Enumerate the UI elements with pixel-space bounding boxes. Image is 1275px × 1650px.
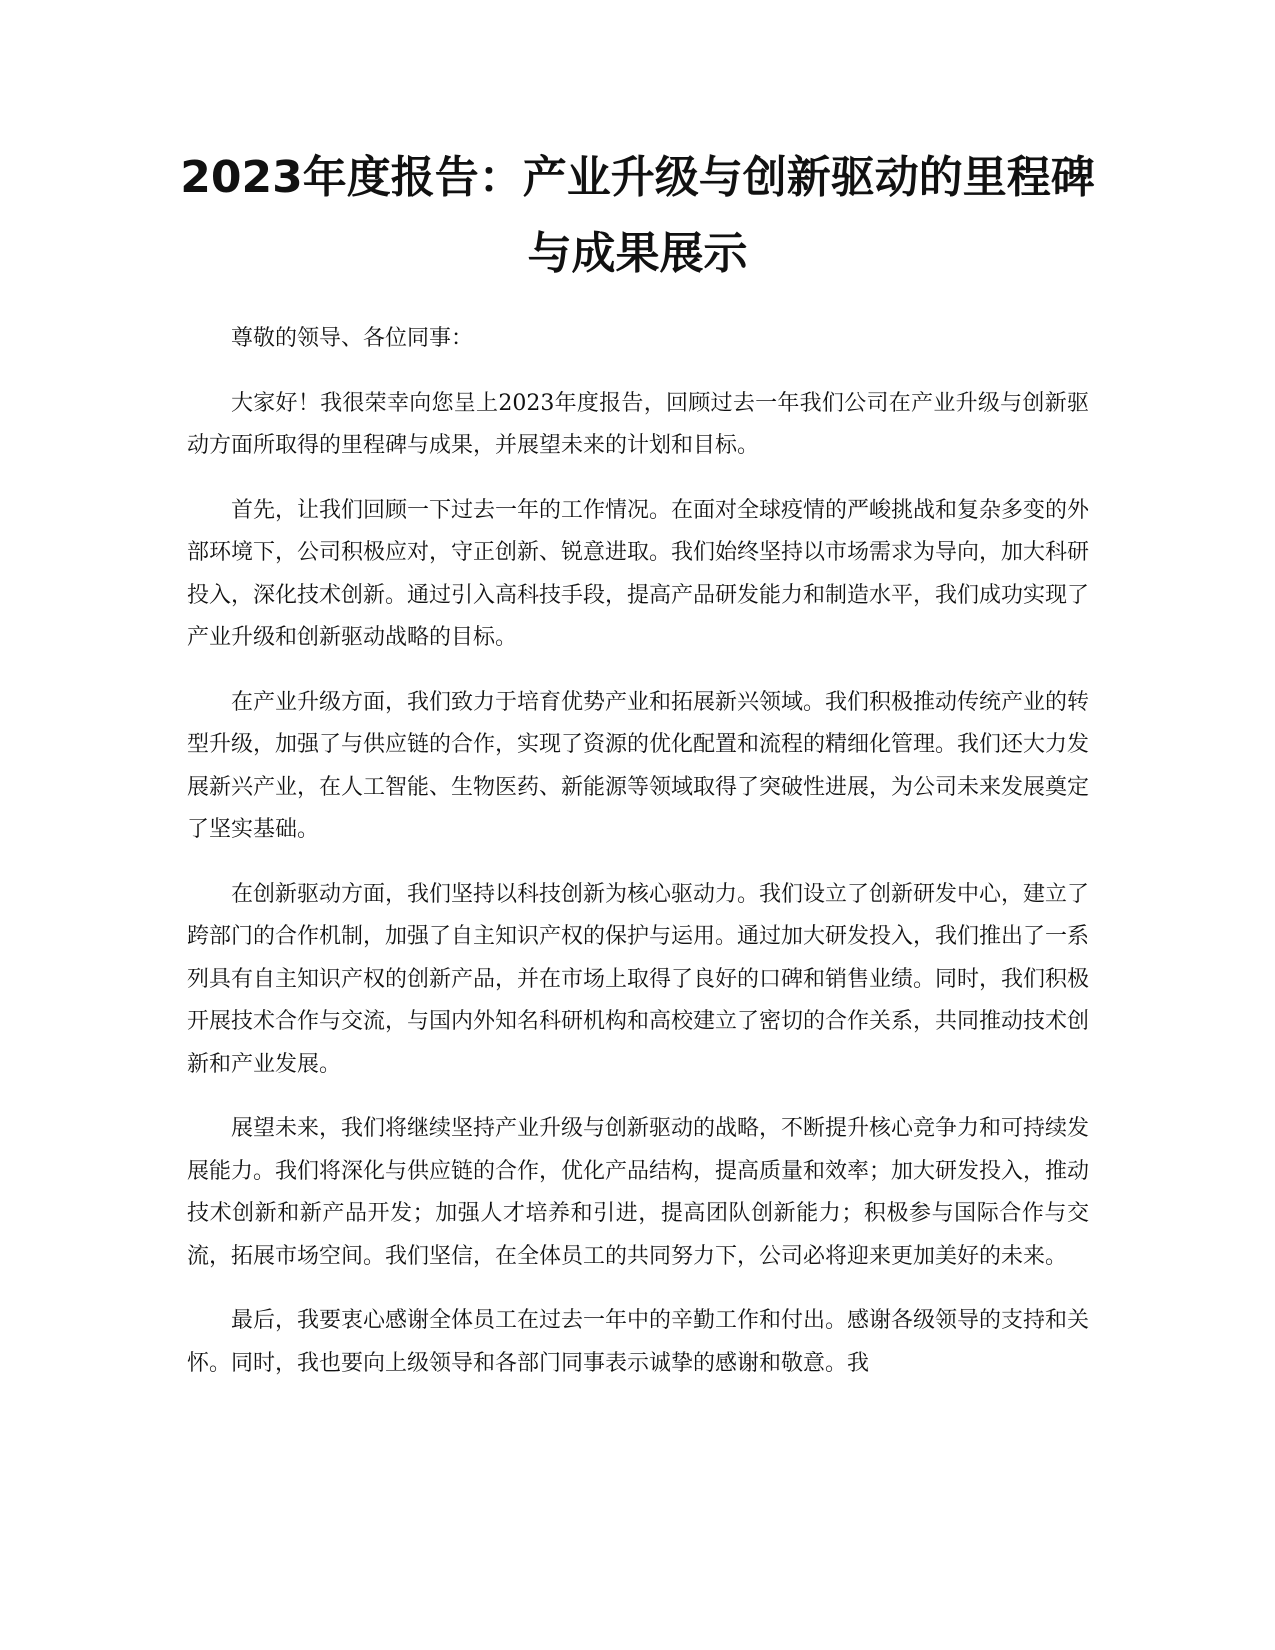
intro-paragraph: 大家好！我很荣幸向您呈上2023年度报告，回顾过去一年我们公司在产业升级与创新驱动方面所取得的里程碑与成果，并展望未来的计划和目标。 <box>187 390 1089 458</box>
innovation-paragraph: 在创新驱动方面，我们坚持以科技创新为核心驱动力。我们设立了创新研发中心，建立了跨部门的合作机制，加强了自主知识产权的保护与运用。通过加大研发投入，我们推出了一系列具有自主知识产权的创新产品，并在市场上取得了良好的口碑和销售业绩。同时，我们积极开展技术合作与交流，与国内外知名科研机构和高校建立了密切的合作关系，共同推动技术创新和产业发展。 <box>187 881 1090 1077</box>
document-body <box>187 318 1089 1407</box>
document-title: 2023年度报告：产业升级与创新驱动的里程碑与成果展示 <box>180 152 1095 279</box>
salutation-paragraph: 尊敬的领导、各位同事： <box>231 326 474 351</box>
thanks-paragraph: 最后，我要衷心感谢全体员工在过去一年中的辛勤工作和付出。感谢各级领导的支持和关怀。同时，我也要向上级领导和各部门同事表示诚挚的感谢和敬意。我 <box>187 1308 1090 1376</box>
outlook-paragraph: 展望未来，我们将继续坚持产业升级与创新驱动的战略，不断提升核心竞争力和可持续发展能力。我们将深化与供应链的合作，优化产品结构，提高质量和效率；加大研发投入，推动技术创新和新产品开发；加强人才培养和引进，提高团队创新能力；积极参与国际合作与交流，拓展市场空间。我们坚信，在全体员工的共同努力下，公司必将迎来更加美好的未来。 <box>187 1116 1090 1269</box>
industry-upgrade-paragraph: 在产业升级方面，我们致力于培育优势产业和拓展新兴领域。我们积极推动传统产业的转型升级，加强了与供应链的合作，实现了资源的优化配置和流程的精细化管理。我们还大力发展新兴产业，在人工智能、生物医药、新能源等领域取得了突破性进展，为公司未来发展奠定了坚实基础。 <box>187 689 1090 842</box>
review-paragraph: 首先，让我们回顾一下过去一年的工作情况。在面对全球疫情的严峻挑战和复杂多变的外部环境下，公司积极应对，守正创新、锐意进取。我们始终坚持以市场需求为导向，加大科研投入，深化技术创新。通过引入高科技手段，提高产品研发能力和制造水平，我们成功实现了产业升级和创新驱动战略的目标。 <box>187 497 1090 650</box>
